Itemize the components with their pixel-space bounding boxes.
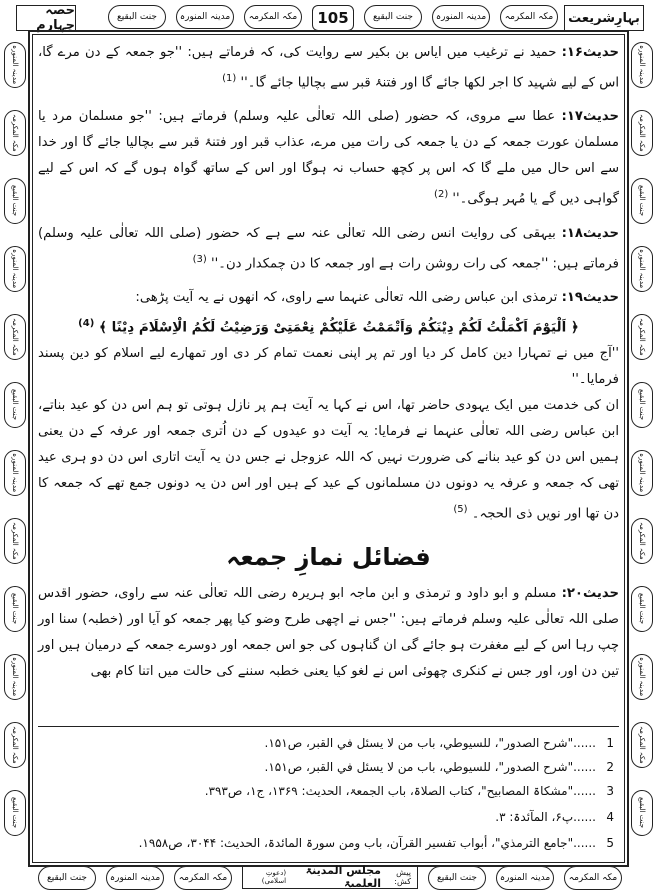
side-tab-right-7: مدینہ المنورہ bbox=[631, 450, 653, 496]
hadith-20-label: حدیث۲۰: bbox=[561, 586, 619, 602]
footnote-5 bbox=[44, 836, 614, 850]
footer-pill-jannat-2: جنت البقیع bbox=[428, 866, 486, 890]
footnote-2 bbox=[44, 760, 614, 774]
footnote-3-text: ......"مشکاۃ المصابیح"، کتاب الصلاۃ، باب الجمعۃ، الحدیث: ۱۳۶۹، ج۱، ص۳۹۳. bbox=[204, 784, 596, 798]
footer-pill-madina: مدینہ المنورہ bbox=[106, 866, 164, 890]
side-tab-right-11: مکہ المکرمہ bbox=[631, 722, 653, 768]
side-tab-right-4: مدینہ المنورہ bbox=[631, 246, 653, 292]
footer-pill-makka: مکہ المکرمہ bbox=[174, 866, 232, 890]
main-text bbox=[38, 40, 619, 685]
footnote-1-text: ......"شرح الصدور"، للسیوطي، باب من لا یسئل في القبر، ص۱۵۱. bbox=[264, 736, 596, 750]
hadith-16 bbox=[38, 40, 619, 96]
hadith-19-continuation bbox=[38, 393, 619, 527]
header-pill-jannat: جنت البقیع bbox=[108, 5, 166, 29]
footnote-ref-5: (5) bbox=[453, 503, 468, 515]
footnote-2-num: 2 bbox=[606, 760, 614, 774]
publisher-prefix: پیش کش: bbox=[394, 868, 411, 886]
hadith-18 bbox=[38, 221, 619, 277]
footnote-4-text: ......پ۶، المآئدۃ: ۳. bbox=[495, 810, 596, 824]
hadith-19 bbox=[38, 285, 619, 311]
hadith-16-label: حدیث۱۶: bbox=[561, 45, 619, 60]
hadith-17 bbox=[38, 104, 619, 212]
hadith-17-label: حدیث۱۷: bbox=[561, 109, 619, 125]
page-footer bbox=[8, 863, 649, 891]
side-tab-left-9: جنت البقیع bbox=[4, 586, 26, 632]
hadith-19-text: ترمذی ابن عباس رضی اللہ تعالٰی عنہما سے راوی، کہ انھوں نے یہ آیت پڑھی: bbox=[135, 290, 558, 306]
page-number: 105 bbox=[312, 5, 354, 31]
footer-pill-jannat: جنت البقیع bbox=[38, 866, 96, 890]
header-pill-jannat-2: جنت البقیع bbox=[364, 5, 422, 29]
footnote-3-num: 3 bbox=[606, 784, 614, 798]
header-pill-madina: مدینہ المنورہ bbox=[176, 5, 234, 29]
section-heading: فضائل نمازِ جمعہ bbox=[226, 543, 431, 572]
side-tab-left-8: مکہ المکرمہ bbox=[4, 518, 26, 564]
footnote-3 bbox=[44, 784, 614, 798]
side-tab-right-9: جنت البقیع bbox=[631, 586, 653, 632]
side-tab-left-1: مدینہ المنورہ bbox=[4, 42, 26, 88]
side-tab-left-4: مدینہ المنورہ bbox=[4, 246, 26, 292]
footer-pill-madina-2: مدینہ المنورہ bbox=[496, 866, 554, 890]
side-tab-right-1: مدینہ المنورہ bbox=[631, 42, 653, 88]
footnote-4 bbox=[44, 810, 614, 824]
hadith-18-text: بیہقی کی روایت انس رضی اللہ تعالٰی عنہ سے ہے کہ حضور (صلی اللہ تعالٰی علیہ وسلم) فرماتے ہیں: ''جمعہ کی رات روشن رات ہے اور جمعہ کا دن چمکدار دن۔'' bbox=[38, 225, 619, 272]
verse-translation: ''آج میں نے تمہارا دین کامل کر دیا اور تم پر اپنی نعمت تمام کر دی اور تمھارے لیے اسلام کو دین پسند فرمایا۔'' bbox=[38, 345, 619, 387]
quran-verse-text: ﴿ اَلْیَوْمَ اَكْمَلْتُ لَكُمْ دِیْنَكُمْ وَاَتْمَمْتُ عَلَیْكُمْ نِعْمَتِیْ وَرَضِیْتُ لَكُمُ الْاِسْلَامَ دِیْنًا ﴾ bbox=[98, 319, 579, 336]
hadith-20 bbox=[38, 581, 619, 685]
side-tab-right-6: جنت البقیع bbox=[631, 382, 653, 428]
book-title: بہارِشریعت bbox=[564, 5, 644, 31]
publisher-name: مجلس المدینۃ العلمیۃ bbox=[305, 864, 381, 890]
side-tab-right-12: جنت البقیع bbox=[631, 790, 653, 836]
hadith-19-label: حدیث۱۹: bbox=[561, 290, 619, 306]
hadith-20-text: مسلم و ابو داود و ترمذی و ابن ماجہ ابو ہریرہ رضی اللہ تعالٰی عنہ سے راوی، حضور اقدس صلی اللہ تعالٰی علیہ وسلم فرماتے ہیں: ''جس نے اچھی طرح وضو کیا پھر جمعہ کو آیا اور (خطبہ) سنا اور چپ رہا اس کے لیے مغفرت ہو جائے گی ان گناہوں کی جو اس جمعہ اور دوسرے جمعہ کے درمیان ہیں اور تین دن اور، اور جس نے کنکری چھوئی اس نے لغو کیا یعنی خطبہ سننے کی حالت میں اتنا کام بھی bbox=[38, 586, 619, 680]
side-tab-right-5: مکہ المکرمہ bbox=[631, 314, 653, 360]
side-tab-left-3: جنت البقیع bbox=[4, 178, 26, 224]
footnote-4-num: 4 bbox=[606, 810, 614, 824]
publisher-box bbox=[242, 865, 418, 889]
header-pill-madina-2: مدینہ المنورہ bbox=[432, 5, 490, 29]
side-tab-left-7: مدینہ المنورہ bbox=[4, 450, 26, 496]
volume-label: حصہ چہارم bbox=[16, 5, 76, 31]
side-tab-left-6: جنت البقیع bbox=[4, 382, 26, 428]
header-pill-makka-2: مکہ المکرمہ bbox=[500, 5, 558, 29]
page-header bbox=[8, 2, 649, 33]
footnote-2-text: ......"شرح الصدور"، للسیوطي، باب من لا یسئل في القبر، ص۱۵۱. bbox=[264, 760, 596, 774]
side-tab-left-2: مکہ المکرمہ bbox=[4, 110, 26, 156]
footnote-5-num: 5 bbox=[606, 836, 614, 850]
side-tab-left-11: مکہ المکرمہ bbox=[4, 722, 26, 768]
footnote-divider bbox=[38, 726, 619, 727]
publisher-suffix: (دعوتِ اسلامی) bbox=[261, 869, 287, 885]
side-tab-left-5: مکہ المکرمہ bbox=[4, 314, 26, 360]
side-tab-right-2: مکہ المکرمہ bbox=[631, 110, 653, 156]
footnote-ref-3: (3) bbox=[192, 253, 207, 265]
hadith-17-text: عطا سے مروی، کہ حضور (صلی اللہ تعالٰی علیہ وسلم) فرماتے ہیں: ''جو مسلمان مرد یا مسلمان عورت جمعہ کے دن یا جمعہ کی رات میں مرے، عذاب قبر اور فتنۂ قبر سے بچالیا جائے گا اور خدا سے اس حال میں ملے گا کہ اس پر کچھ حساب نہ ہوگا اور اس کے ساتھ گواہ ہوں گے کہ اس کے لیے گواہی دیں گے یا مُہر ہوگی۔'' bbox=[38, 109, 619, 207]
footnote-ref-1: (1) bbox=[222, 73, 237, 84]
hadith-19-cont-text: ان کی خدمت میں ایک یہودی حاضر تھا، اس نے کہا یہ آیت ہم پر نازل ہوتی تو ہم اس دن کو عید بناتے، ابن عباس رضی اللہ تعالٰی عنہما نے فرمایا: یہ آیت دو عیدوں کے دن اُتری جمعہ اور عرفہ کے دن یعنی ہمیں اس دن کو عید بنانے کی ضرورت نہیں کہ اللہ عزوجل نے جس دن یہ آیت اتاری اس دن دو ہری عید تھی کہ جمعہ و عرفہ یہ دونوں دن مسلمانوں کے عید کے ہیں اور اس دن یہ دونوں جمع تھے کہ جمعہ کا دن تھا اور نویں ذی الحجہ۔ bbox=[38, 397, 619, 522]
side-tab-right-10: مدینہ المنورہ bbox=[631, 654, 653, 700]
footnote-ref-2: (2) bbox=[434, 189, 449, 201]
footnote-ref-4: (4) bbox=[78, 318, 95, 330]
side-tab-left-10: مدینہ المنورہ bbox=[4, 654, 26, 700]
hadith-16-text: حمید نے ترغیب میں ایاس بن بکیر سے روایت کی، کہ فرماتے ہیں: ''جو جمعہ کے دن مرے گا، اس کے لیے شہید کا اجر لکھا جائے گا اور فتنۂ قبر سے بچالیا جائے گا۔'' bbox=[38, 45, 619, 91]
side-tab-left-12: جنت البقیع bbox=[4, 790, 26, 836]
footnote-1 bbox=[44, 736, 614, 750]
footer-pill-makka-2: مکہ المکرمہ bbox=[564, 866, 622, 890]
side-tab-right-3: جنت البقیع bbox=[631, 178, 653, 224]
quran-verse bbox=[38, 311, 619, 341]
hadith-18-label: حدیث۱۸: bbox=[561, 225, 619, 241]
footnote-5-text: ......"جامع الترمذي"، أبواب تفسیر القرآن، باب ومن سورۃ المائدۃ، الحدیث: ۳۰۴۴، ص۱۹۵۸. bbox=[138, 836, 596, 850]
side-tab-right-8: مکہ المکرمہ bbox=[631, 518, 653, 564]
header-pill-makka: مکہ المکرمہ bbox=[244, 5, 302, 29]
footnote-1-num: 1 bbox=[606, 736, 614, 750]
